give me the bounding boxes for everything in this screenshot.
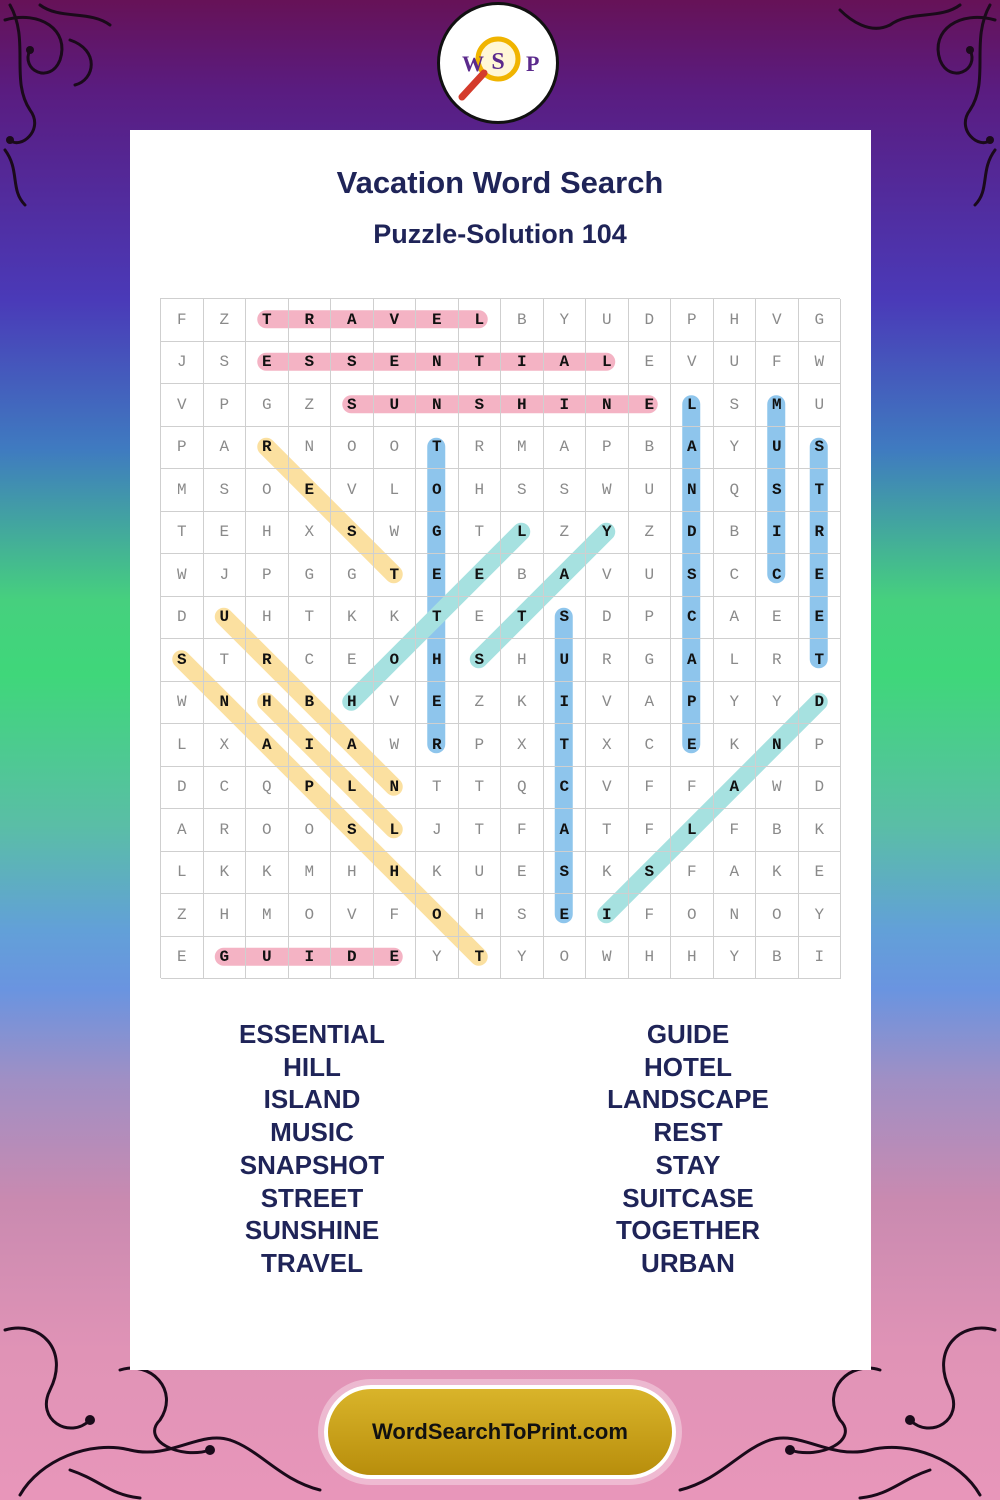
grid-cell[interactable]: C xyxy=(204,767,247,810)
grid-cell[interactable]: D xyxy=(799,682,842,725)
grid-cell[interactable]: G xyxy=(799,299,842,342)
grid-cell[interactable]: R xyxy=(799,512,842,555)
word-list-item: SUNSHINE xyxy=(244,1215,380,1246)
grid-cell[interactable]: I xyxy=(501,342,544,385)
grid-cell[interactable]: X xyxy=(586,724,629,767)
grid-cell[interactable]: F xyxy=(671,767,714,810)
word-grid xyxy=(160,298,840,978)
grid-cell[interactable]: E xyxy=(799,597,842,640)
word-list-item: URBAN xyxy=(641,1247,735,1278)
grid-cell[interactable]: Y xyxy=(714,427,757,470)
grid-cell[interactable]: X xyxy=(204,724,247,767)
grid-cell[interactable]: O xyxy=(246,809,289,852)
word-list-item: MUSIC xyxy=(270,1117,354,1148)
grid-cell[interactable]: A xyxy=(629,682,672,725)
grid-cell[interactable]: I xyxy=(289,724,332,767)
grid-cell[interactable]: H xyxy=(246,597,289,640)
grid-cell[interactable]: B xyxy=(501,299,544,342)
grid-cell[interactable]: M xyxy=(756,384,799,427)
grid-cell[interactable]: H xyxy=(459,469,502,512)
grid-cell[interactable]: I xyxy=(586,894,629,937)
grid-cell[interactable]: T xyxy=(544,724,587,767)
grid-cell[interactable]: H xyxy=(246,682,289,725)
grid-cell[interactable]: S xyxy=(331,342,374,385)
grid-cell[interactable]: N xyxy=(416,342,459,385)
grid-cell[interactable]: S xyxy=(331,512,374,555)
word-list-item: LANDSCAPE xyxy=(607,1084,769,1115)
logo-letter-p: P xyxy=(526,51,540,76)
grid-cell[interactable]: L xyxy=(586,342,629,385)
grid-cell[interactable]: S xyxy=(204,342,247,385)
grid-cell[interactable]: T xyxy=(501,597,544,640)
grid-cell[interactable]: A xyxy=(671,639,714,682)
grid-cell[interactable]: E xyxy=(459,597,502,640)
grid-cell[interactable]: G xyxy=(331,554,374,597)
grid-cell[interactable]: E xyxy=(544,894,587,937)
grid-cell[interactable]: E xyxy=(374,342,417,385)
grid-cell[interactable]: H xyxy=(204,894,247,937)
grid-cell[interactable]: U xyxy=(586,299,629,342)
grid-cell[interactable]: V xyxy=(671,342,714,385)
grid-cell[interactable]: A xyxy=(544,554,587,597)
grid-cell[interactable]: U xyxy=(246,937,289,980)
grid-cell[interactable]: H xyxy=(629,937,672,980)
grid-cell[interactable]: T xyxy=(459,342,502,385)
grid-cell[interactable]: B xyxy=(756,809,799,852)
grid-cell[interactable]: S xyxy=(289,342,332,385)
grid-cell[interactable]: Y xyxy=(714,937,757,980)
grid-cell[interactable]: P xyxy=(586,427,629,470)
grid-cell[interactable]: T xyxy=(416,427,459,470)
grid-cell[interactable]: U xyxy=(204,597,247,640)
grid-cell[interactable]: B xyxy=(714,512,757,555)
grid-cell[interactable]: H xyxy=(501,384,544,427)
grid-cell[interactable]: Z xyxy=(161,894,204,937)
grid-cell[interactable]: G xyxy=(289,554,332,597)
page-subtitle: Puzzle-Solution 104 xyxy=(373,219,627,249)
grid-cell[interactable]: E xyxy=(374,937,417,980)
magnifier-icon xyxy=(440,5,556,121)
grid-cell[interactable]: I xyxy=(544,384,587,427)
grid-cell[interactable]: F xyxy=(161,299,204,342)
grid-cell[interactable]: L xyxy=(501,512,544,555)
grid-cell[interactable]: H xyxy=(416,639,459,682)
grid-cell[interactable]: L xyxy=(671,809,714,852)
grid-cell[interactable]: S xyxy=(629,852,672,895)
grid-cell[interactable]: W xyxy=(161,554,204,597)
grid-cell[interactable]: M xyxy=(246,894,289,937)
grid-cell[interactable]: Z xyxy=(629,512,672,555)
word-list-item: SNAPSHOT xyxy=(239,1149,385,1180)
grid-cell[interactable]: E xyxy=(331,639,374,682)
logo-letter-s: S xyxy=(491,49,505,75)
grid-cell[interactable]: E xyxy=(756,597,799,640)
grid-cell[interactable]: Y xyxy=(799,894,842,937)
grid-cell[interactable]: E xyxy=(501,852,544,895)
grid-cell[interactable]: N xyxy=(756,724,799,767)
grid-cell[interactable]: R xyxy=(246,427,289,470)
grid-cell[interactable]: A xyxy=(161,809,204,852)
grid-cell[interactable]: K xyxy=(374,597,417,640)
grid-cell[interactable]: E xyxy=(204,512,247,555)
grid-cell[interactable]: S xyxy=(544,852,587,895)
grid-cell[interactable]: U xyxy=(629,554,672,597)
grid-cell[interactable]: K xyxy=(331,597,374,640)
grid-cell[interactable]: X xyxy=(501,724,544,767)
grid-cell[interactable]: R xyxy=(459,427,502,470)
word-list-item: ISLAND xyxy=(263,1084,361,1115)
grid-cell[interactable]: O xyxy=(756,894,799,937)
grid-cell[interactable]: K xyxy=(586,852,629,895)
grid-cell[interactable]: Z xyxy=(289,384,332,427)
grid-cell[interactable]: A xyxy=(246,724,289,767)
grid-cell[interactable]: Y xyxy=(544,299,587,342)
grid-cell[interactable]: D xyxy=(671,512,714,555)
grid-cell[interactable]: K xyxy=(756,852,799,895)
grid-cell[interactable]: O xyxy=(374,427,417,470)
grid-cell[interactable]: T xyxy=(586,809,629,852)
grid-cell[interactable]: T xyxy=(374,554,417,597)
grid-cell[interactable]: V xyxy=(586,767,629,810)
grid-cell[interactable]: M xyxy=(161,469,204,512)
grid-cell[interactable]: E xyxy=(161,937,204,980)
grid-cell[interactable]: T xyxy=(416,767,459,810)
word-list-item: STAY xyxy=(655,1149,721,1180)
grid-cell[interactable]: O xyxy=(544,937,587,980)
grid-cell[interactable]: E xyxy=(629,342,672,385)
grid-cell[interactable]: B xyxy=(756,937,799,980)
grid-cell[interactable]: E xyxy=(246,342,289,385)
grid-cell[interactable]: J xyxy=(416,809,459,852)
grid-cell[interactable]: V xyxy=(331,469,374,512)
grid-cell[interactable]: G xyxy=(204,937,247,980)
grid-cell[interactable]: A xyxy=(331,299,374,342)
grid-cell[interactable]: P xyxy=(799,724,842,767)
word-list-item: STREET xyxy=(260,1182,364,1213)
grid-cell[interactable]: S xyxy=(671,554,714,597)
grid-cell[interactable]: E xyxy=(671,724,714,767)
grid-cell[interactable]: F xyxy=(756,342,799,385)
word-list-item: HILL xyxy=(283,1051,341,1082)
grid-cell[interactable]: Q xyxy=(501,767,544,810)
grid-cell[interactable]: W xyxy=(756,767,799,810)
grid-cell[interactable]: D xyxy=(586,597,629,640)
grid-cell[interactable]: P xyxy=(671,682,714,725)
grid-cell[interactable]: T xyxy=(289,597,332,640)
grid-cell[interactable]: N xyxy=(204,682,247,725)
grid-cell[interactable]: T xyxy=(459,937,502,980)
word-list-item: GUIDE xyxy=(646,1019,730,1049)
grid-cell[interactable]: L xyxy=(161,724,204,767)
grid-cell[interactable]: A xyxy=(204,427,247,470)
grid-cell[interactable]: E xyxy=(416,299,459,342)
grid-cell[interactable]: W xyxy=(586,469,629,512)
grid-cell[interactable]: V xyxy=(586,682,629,725)
grid-cell[interactable]: T xyxy=(459,512,502,555)
grid-cell[interactable]: A xyxy=(544,809,587,852)
grid-cell[interactable]: S xyxy=(331,809,374,852)
grid-cell[interactable]: F xyxy=(714,809,757,852)
grid-cell[interactable]: V xyxy=(161,384,204,427)
grid-cell[interactable]: A xyxy=(714,597,757,640)
grid-cell[interactable]: O xyxy=(331,427,374,470)
grid-cell[interactable]: U xyxy=(459,852,502,895)
grid-cell[interactable]: P xyxy=(671,299,714,342)
grid-cell[interactable]: E xyxy=(799,554,842,597)
grid-cell[interactable]: G xyxy=(416,512,459,555)
grid-cell[interactable]: A xyxy=(331,724,374,767)
grid-cell[interactable]: E xyxy=(629,384,672,427)
page-title: Vacation Word Search xyxy=(336,165,664,200)
grid-cell[interactable]: T xyxy=(799,469,842,512)
grid-cell[interactable]: R xyxy=(416,724,459,767)
grid-cell[interactable]: K xyxy=(416,852,459,895)
grid-cell[interactable]: A xyxy=(544,427,587,470)
grid-cell[interactable]: Y xyxy=(501,937,544,980)
grid-cell[interactable]: B xyxy=(629,427,672,470)
grid-cell[interactable]: D xyxy=(799,767,842,810)
grid-cell[interactable]: Z xyxy=(204,299,247,342)
grid-cell[interactable]: A xyxy=(714,767,757,810)
grid-cell[interactable]: S xyxy=(544,597,587,640)
website-button[interactable]: WordSearchToPrint.com xyxy=(324,1385,676,1479)
grid-cell[interactable]: S xyxy=(161,639,204,682)
grid-cell[interactable]: W xyxy=(799,342,842,385)
grid-cell[interactable]: D xyxy=(629,299,672,342)
grid-cell[interactable]: H xyxy=(459,894,502,937)
grid-cell[interactable]: S xyxy=(714,384,757,427)
grid-cell[interactable]: H xyxy=(331,852,374,895)
grid-cell[interactable]: I xyxy=(544,682,587,725)
grid-cell[interactable]: R xyxy=(289,299,332,342)
grid-cell[interactable]: S xyxy=(501,894,544,937)
grid-cell[interactable]: C xyxy=(289,639,332,682)
grid-cell[interactable]: R xyxy=(586,639,629,682)
grid-cell[interactable]: S xyxy=(459,639,502,682)
grid-cell[interactable]: W xyxy=(161,682,204,725)
grid-cell[interactable]: L xyxy=(671,384,714,427)
grid-cell[interactable]: T xyxy=(416,597,459,640)
grid-cell[interactable]: K xyxy=(799,809,842,852)
grid-cell[interactable]: O xyxy=(289,894,332,937)
grid-cell[interactable]: Y xyxy=(416,937,459,980)
grid-cell[interactable]: E xyxy=(289,469,332,512)
grid-cell[interactable]: V xyxy=(586,554,629,597)
grid-cell[interactable]: E xyxy=(799,852,842,895)
grid-cell[interactable]: M xyxy=(501,427,544,470)
grid-cell[interactable]: D xyxy=(331,937,374,980)
grid-cell[interactable]: V xyxy=(756,299,799,342)
grid-cell[interactable]: H xyxy=(714,299,757,342)
grid-cell[interactable]: A xyxy=(714,852,757,895)
grid-cell[interactable]: T xyxy=(246,299,289,342)
grid-cell[interactable]: Z xyxy=(459,682,502,725)
grid-cell[interactable]: P xyxy=(246,554,289,597)
grid-cell[interactable]: L xyxy=(331,767,374,810)
grid-cell[interactable]: N xyxy=(586,384,629,427)
grid-cell[interactable]: S xyxy=(331,384,374,427)
grid-cell[interactable]: K xyxy=(204,852,247,895)
word-list-item: SUITCASE xyxy=(622,1182,754,1213)
grid-cell[interactable]: O xyxy=(416,894,459,937)
grid-cell[interactable]: I xyxy=(756,512,799,555)
grid-cell[interactable]: L xyxy=(374,469,417,512)
grid-cell[interactable]: T xyxy=(459,767,502,810)
grid-cell[interactable]: H xyxy=(331,682,374,725)
grid-cell[interactable]: Y xyxy=(586,512,629,555)
grid-cell[interactable]: O xyxy=(374,639,417,682)
grid-cell[interactable]: N xyxy=(416,384,459,427)
grid-cell[interactable]: N xyxy=(289,427,332,470)
grid-cell[interactable]: M xyxy=(289,852,332,895)
grid-cell[interactable]: W xyxy=(374,724,417,767)
grid-cell[interactable]: F xyxy=(501,809,544,852)
grid-cell[interactable]: T xyxy=(204,639,247,682)
grid-cell[interactable]: S xyxy=(799,427,842,470)
grid-cell[interactable]: R xyxy=(246,639,289,682)
word-list-item: REST xyxy=(653,1117,723,1148)
grid-cell[interactable]: D xyxy=(161,767,204,810)
grid-cell[interactable]: S xyxy=(459,384,502,427)
grid-cell[interactable]: K xyxy=(246,852,289,895)
grid-cell[interactable]: C xyxy=(629,724,672,767)
grid-cell[interactable]: U xyxy=(374,384,417,427)
grid-cell[interactable]: S xyxy=(756,469,799,512)
grid-cell[interactable]: U xyxy=(714,342,757,385)
grid-cell[interactable]: L xyxy=(161,852,204,895)
grid-cell[interactable]: P xyxy=(161,427,204,470)
grid-cell[interactable]: U xyxy=(756,427,799,470)
word-list-item: ESSENTIAL xyxy=(239,1019,385,1049)
grid-cell[interactable]: P xyxy=(459,724,502,767)
grid-cell[interactable]: C xyxy=(671,597,714,640)
grid-cell[interactable]: U xyxy=(629,469,672,512)
site-logo[interactable] xyxy=(437,2,559,124)
grid-cell[interactable]: B xyxy=(501,554,544,597)
grid-cell[interactable]: K xyxy=(714,724,757,767)
grid-cell[interactable]: C xyxy=(714,554,757,597)
grid-cell[interactable]: P xyxy=(289,767,332,810)
grid-cell[interactable]: Q xyxy=(714,469,757,512)
grid-cell[interactable]: N xyxy=(374,767,417,810)
word-list-right xyxy=(538,1018,838,1280)
word-list-item: TRAVEL xyxy=(260,1247,364,1278)
grid-cell[interactable]: R xyxy=(204,809,247,852)
grid-cell[interactable]: Z xyxy=(544,512,587,555)
grid-cell[interactable]: F xyxy=(629,894,672,937)
grid-cell[interactable]: S xyxy=(544,469,587,512)
grid-cell[interactable]: P xyxy=(629,597,672,640)
grid-cell[interactable]: S xyxy=(204,469,247,512)
grid-cell[interactable]: J xyxy=(161,342,204,385)
grid-cell[interactable]: G xyxy=(629,639,672,682)
grid-cell[interactable]: X xyxy=(289,512,332,555)
grid-cell[interactable]: U xyxy=(799,384,842,427)
grid-cell[interactable]: D xyxy=(161,597,204,640)
grid-cell[interactable]: F xyxy=(374,894,417,937)
logo-letter-w: W xyxy=(462,51,484,76)
grid-cell[interactable]: Q xyxy=(246,767,289,810)
grid-cell[interactable]: O xyxy=(671,894,714,937)
grid-cell[interactable]: H xyxy=(246,512,289,555)
grid-cell[interactable]: W xyxy=(374,512,417,555)
grid-cell[interactable]: K xyxy=(501,682,544,725)
grid-cell[interactable]: E xyxy=(459,554,502,597)
grid-cell[interactable]: N xyxy=(714,894,757,937)
grid-cell[interactable]: O xyxy=(416,469,459,512)
grid-cell[interactable]: E xyxy=(416,554,459,597)
grid-cell[interactable]: F xyxy=(629,767,672,810)
grid-cell[interactable]: L xyxy=(714,639,757,682)
grid-cell[interactable]: Y xyxy=(714,682,757,725)
grid-cell[interactable]: H xyxy=(501,639,544,682)
grid-cell[interactable]: B xyxy=(289,682,332,725)
grid-cell[interactable]: T xyxy=(459,809,502,852)
grid-cell[interactable]: J xyxy=(204,554,247,597)
grid-cell[interactable]: L xyxy=(459,299,502,342)
grid-cell[interactable]: V xyxy=(331,894,374,937)
grid-cell[interactable]: O xyxy=(289,809,332,852)
grid-cell[interactable]: E xyxy=(416,682,459,725)
grid-cell[interactable]: G xyxy=(246,384,289,427)
grid-cell[interactable]: I xyxy=(289,937,332,980)
word-list-item: HOTEL xyxy=(643,1051,733,1082)
grid-cell[interactable]: T xyxy=(799,639,842,682)
grid-cell[interactable]: P xyxy=(204,384,247,427)
grid-cell[interactable]: I xyxy=(799,937,842,980)
grid-cell[interactable]: U xyxy=(544,639,587,682)
grid-cell[interactable]: C xyxy=(544,767,587,810)
grid-cell[interactable]: F xyxy=(671,852,714,895)
grid-cell[interactable]: O xyxy=(246,469,289,512)
grid-cell[interactable]: T xyxy=(161,512,204,555)
grid-cell[interactable]: S xyxy=(501,469,544,512)
grid-cell[interactable]: N xyxy=(671,469,714,512)
grid-cell[interactable]: W xyxy=(586,937,629,980)
grid-cell[interactable]: Y xyxy=(756,682,799,725)
word-list-item: TOGETHER xyxy=(616,1215,760,1246)
grid-cell[interactable]: V xyxy=(374,299,417,342)
grid-cell[interactable]: A xyxy=(544,342,587,385)
grid-cell[interactable]: H xyxy=(374,852,417,895)
grid-cell[interactable]: F xyxy=(629,809,672,852)
grid-cell[interactable]: H xyxy=(671,937,714,980)
grid-cell[interactable]: A xyxy=(671,427,714,470)
word-list-left xyxy=(162,1018,462,1280)
grid-cell[interactable]: C xyxy=(756,554,799,597)
grid-cell[interactable]: L xyxy=(374,809,417,852)
grid-cell[interactable]: R xyxy=(756,639,799,682)
grid-cell[interactable]: V xyxy=(374,682,417,725)
